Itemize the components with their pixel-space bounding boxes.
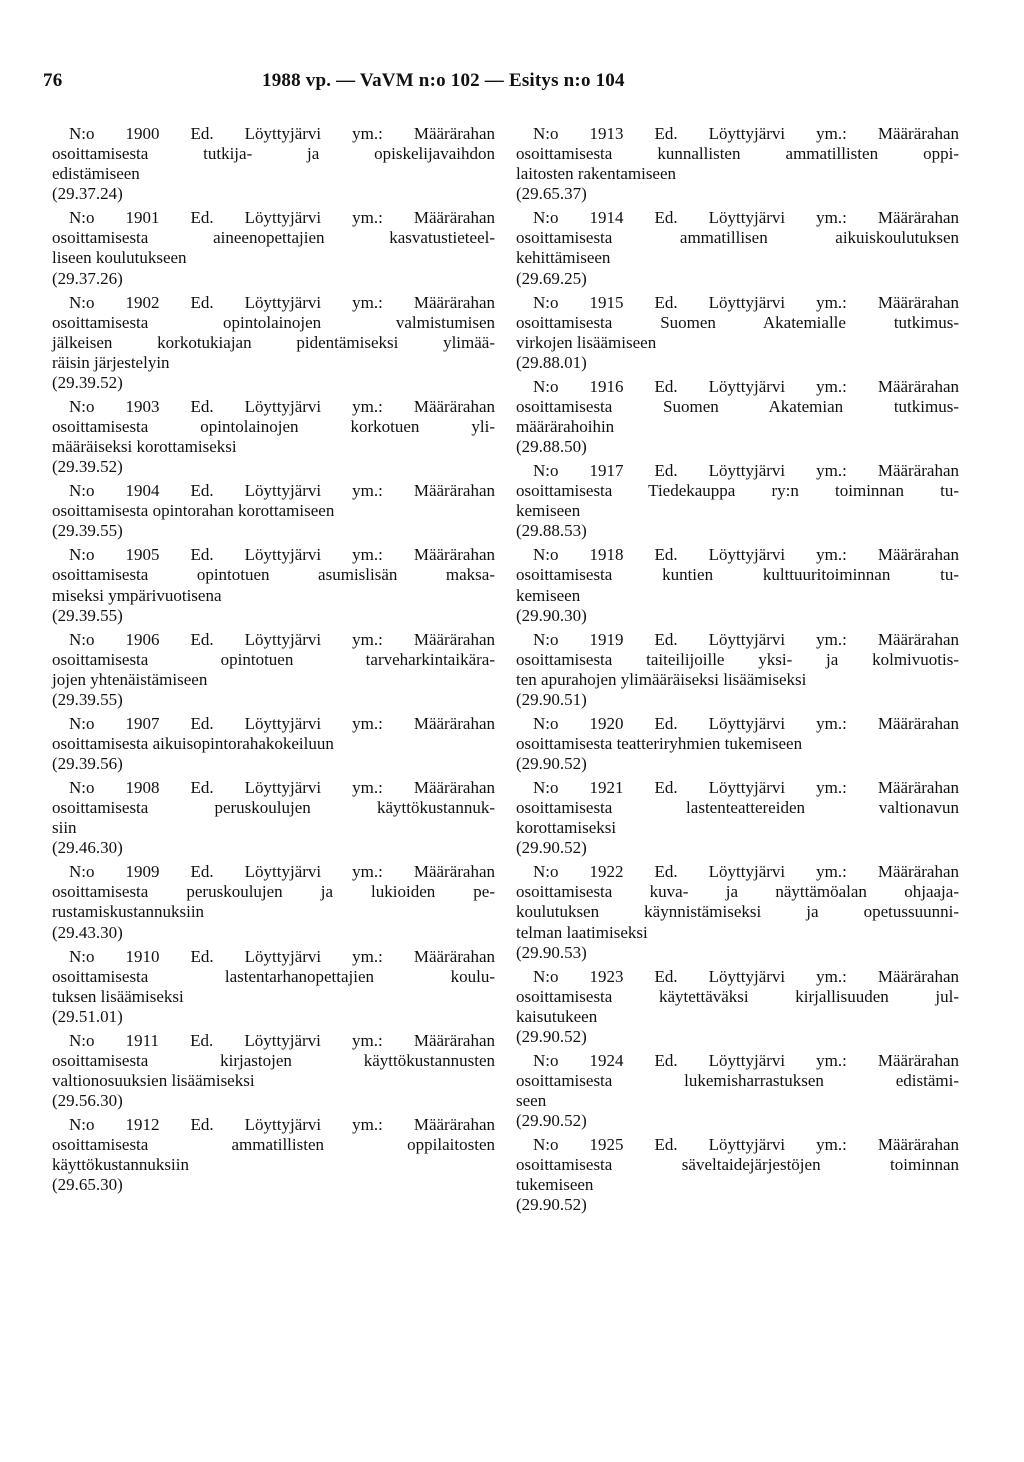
- motion-heading-line: N:o 1917 Ed. Löyttyjärvi ym.: Määrärahan: [533, 461, 959, 481]
- motion-text-line: siin: [52, 818, 77, 838]
- motion-text-line: kaisutukeen: [516, 1006, 598, 1026]
- motion-heading-line: N:o 1910 Ed. Löyttyjärvi ym.: Määrärahan: [69, 946, 495, 966]
- budget-reference: (29.37.26): [52, 268, 123, 288]
- motion-text-line: kehittämiseen: [516, 248, 611, 268]
- budget-reference: (29.69.25): [516, 268, 587, 288]
- right-column: [516, 124, 959, 1219]
- motion-heading-line: N:o 1923 Ed. Löyttyjärvi ym.: Määrärahan: [533, 966, 959, 986]
- motion-heading-line: N:o 1903 Ed. Löyttyjärvi ym.: Määrärahan: [69, 396, 495, 416]
- motion-text-line: osoittamisesta opintotuen asumislisän maksa-: [52, 565, 495, 585]
- motion-entry: [52, 630, 495, 710]
- motion-heading-line: N:o 1918 Ed. Löyttyjärvi ym.: Määrärahan: [533, 545, 959, 565]
- motion-heading-line: N:o 1925 Ed. Löyttyjärvi ym.: Määrärahan: [533, 1135, 959, 1155]
- motion-text-line: määräiseksi korottamiseksi: [52, 437, 237, 457]
- motion-entry: [52, 947, 495, 1027]
- budget-reference: (29.56.30): [52, 1091, 123, 1111]
- budget-reference: (29.43.30): [52, 922, 123, 942]
- motion-entry: [52, 397, 495, 477]
- budget-reference: (29.65.30): [52, 1175, 123, 1195]
- motion-text-line: räisin järjestelyin: [52, 352, 170, 372]
- motion-text-line: osoittamisesta Suomen Akatemian tutkimus-: [516, 396, 959, 416]
- motion-heading-line: N:o 1919 Ed. Löyttyjärvi ym.: Määrärahan: [533, 629, 959, 649]
- motion-heading-line: N:o 1921 Ed. Löyttyjärvi ym.: Määrärahan: [533, 778, 959, 798]
- motion-text-line: jojen yhtenäistämiseen: [52, 669, 208, 689]
- motion-text-line: virkojen lisäämiseen: [516, 332, 657, 352]
- motion-entry: [516, 630, 959, 710]
- motion-entry: [516, 124, 959, 204]
- page-number: 76: [43, 70, 63, 91]
- motion-entry: [52, 862, 495, 942]
- motion-entry: [516, 377, 959, 457]
- budget-reference: (29.37.24): [52, 184, 123, 204]
- motion-text-line: osoittamisesta opintolainojen valmistumisen: [52, 312, 495, 332]
- motion-text-line: kemiseen: [516, 501, 581, 521]
- motion-entry: [516, 208, 959, 288]
- motion-text-line: miseksi ympärivuotisena: [52, 585, 222, 605]
- motion-entry: [516, 545, 959, 625]
- left-column: [52, 124, 495, 1199]
- budget-reference: (29.51.01): [52, 1006, 123, 1026]
- motion-entry: [52, 124, 495, 204]
- motion-entry: [516, 461, 959, 541]
- motion-text-line: rustamiskustannuksiin: [52, 902, 205, 922]
- motion-text-line: osoittamisesta Tiedekauppa ry:n toiminnan tu-: [516, 481, 959, 501]
- motion-heading-line: N:o 1904 Ed. Löyttyjärvi ym.: Määrärahan: [69, 481, 495, 501]
- motion-text-line: osoittamisesta kirjastojen käyttökustannusten: [52, 1050, 495, 1070]
- budget-reference: (29.90.52): [516, 1026, 587, 1046]
- motion-heading-line: N:o 1922 Ed. Löyttyjärvi ym.: Määrärahan: [533, 862, 959, 882]
- motion-text-line: osoittamisesta opintorahan korottamiseen: [52, 501, 335, 521]
- motion-text-line: osoittamisesta tutkija- ja opiskelijavaihdon: [52, 144, 495, 164]
- motion-text-line: osoittamisesta säveltaidejärjestöjen toiminnan: [516, 1155, 959, 1175]
- motion-text-line: osoittamisesta aikuisopintorahakokeiluun: [52, 733, 334, 753]
- motion-text-line: telman laatimiseksi: [516, 922, 648, 942]
- motion-entry: [516, 714, 959, 774]
- motion-entry: [52, 481, 495, 541]
- motion-entry: [516, 293, 959, 373]
- budget-reference: (29.46.30): [52, 838, 123, 858]
- budget-reference: (29.65.37): [516, 184, 587, 204]
- motion-text-line: korottamiseksi: [516, 818, 617, 838]
- motion-text-line: osoittamisesta käytettäväksi kirjallisuuden jul-: [516, 986, 959, 1006]
- motion-text-line: osoittamisesta opintotuen tarveharkintaikära-: [52, 649, 495, 669]
- budget-reference: (29.39.55): [52, 689, 123, 709]
- motion-heading-line: N:o 1914 Ed. Löyttyjärvi ym.: Määrärahan: [533, 208, 959, 228]
- motion-heading-line: N:o 1908 Ed. Löyttyjärvi ym.: Määrärahan: [69, 778, 495, 798]
- motion-text-line: valtionosuuksien lisäämiseksi: [52, 1071, 255, 1091]
- budget-reference: (29.39.55): [52, 521, 123, 541]
- budget-reference: (29.39.55): [52, 605, 123, 625]
- motion-text-line: osoittamisesta aineenopettajien kasvatustieteel-: [52, 228, 495, 248]
- motion-heading-line: N:o 1902 Ed. Löyttyjärvi ym.: Määrärahan: [69, 292, 495, 312]
- motion-text-line: tuksen lisäämiseksi: [52, 986, 184, 1006]
- motion-entry: [516, 1051, 959, 1131]
- motion-entry: [516, 778, 959, 858]
- motion-heading-line: N:o 1907 Ed. Löyttyjärvi ym.: Määrärahan: [69, 713, 495, 733]
- motion-text-line: osoittamisesta opintolainojen korkotuen yli-: [52, 416, 495, 436]
- motion-entry: [52, 778, 495, 858]
- motion-text-line: tukemiseen: [516, 1175, 594, 1195]
- motion-text-line: osoittamisesta lukemisharrastuksen edistämi-: [516, 1071, 959, 1091]
- budget-reference: (29.90.52): [516, 754, 587, 774]
- motion-text-line: osoittamisesta kuntien kulttuuritoiminnan tu-: [516, 565, 959, 585]
- motion-text-line: osoittamisesta Suomen Akatemialle tutkimus-: [516, 312, 959, 332]
- motion-text-line: ten apurahojen ylimääräiseksi lisäämiseksi: [516, 669, 807, 689]
- budget-reference: (29.88.53): [516, 521, 587, 541]
- motion-heading-line: N:o 1924 Ed. Löyttyjärvi ym.: Määrärahan: [533, 1050, 959, 1070]
- motion-text-line: edistämiseen: [52, 164, 140, 184]
- budget-reference: (29.88.01): [516, 352, 587, 372]
- motion-entry: [52, 714, 495, 774]
- motion-text-line: osoittamisesta peruskoulujen ja lukioiden pe-: [52, 882, 495, 902]
- motion-text-line: kemiseen: [516, 585, 581, 605]
- motion-text-line: osoittamisesta peruskoulujen käyttökustannuk-: [52, 798, 495, 818]
- motion-text-line: osoittamisesta kuva- ja näyttämöalan ohjaaja-: [516, 882, 959, 902]
- motion-entry: [52, 208, 495, 288]
- motion-heading-line: N:o 1909 Ed. Löyttyjärvi ym.: Määrärahan: [69, 862, 495, 882]
- motion-heading-line: N:o 1900 Ed. Löyttyjärvi ym.: Määrärahan: [69, 124, 495, 143]
- budget-reference: (29.39.56): [52, 754, 123, 774]
- budget-reference: (29.88.50): [516, 437, 587, 457]
- motion-text-line: koulutuksen käynnistämiseksi ja opetussuunni-: [516, 902, 959, 922]
- motion-entry: [516, 862, 959, 962]
- motion-entry: [52, 1115, 495, 1195]
- page-header: [43, 70, 1003, 96]
- motion-entry: [52, 545, 495, 625]
- budget-reference: (29.90.52): [516, 1195, 587, 1215]
- budget-reference: (29.90.51): [516, 689, 587, 709]
- motion-text-line: seen: [516, 1091, 547, 1111]
- motion-text-line: määrärahoihin: [516, 416, 615, 436]
- motion-text-line: osoittamisesta kunnallisten ammatillisten oppi-: [516, 144, 959, 164]
- budget-reference: (29.90.53): [516, 942, 587, 962]
- motion-heading-line: N:o 1920 Ed. Löyttyjärvi ym.: Määrärahan: [533, 713, 959, 733]
- motion-text-line: laitosten rakentamiseen: [516, 164, 677, 184]
- motion-heading-line: N:o 1901 Ed. Löyttyjärvi ym.: Määrärahan: [69, 208, 495, 228]
- motion-text-line: osoittamisesta ammatillisen aikuiskoulutuksen: [516, 228, 959, 248]
- running-title: 1988 vp. — VaVM n:o 102 — Esitys n:o 104: [262, 70, 625, 91]
- motion-entry: [52, 1031, 495, 1111]
- motion-text-line: osoittamisesta taiteilijoille yksi- ja kolmivuotis-: [516, 649, 959, 669]
- motion-entry: [52, 293, 495, 393]
- motion-heading-line: N:o 1916 Ed. Löyttyjärvi ym.: Määrärahan: [533, 376, 959, 396]
- motion-text-line: osoittamisesta lastenteattereiden valtionavun: [516, 798, 959, 818]
- motion-heading-line: N:o 1912 Ed. Löyttyjärvi ym.: Määrärahan: [69, 1115, 495, 1135]
- motion-text-line: osoittamisesta lastentarhanopettajien koulu-: [52, 966, 495, 986]
- motion-text-line: liseen koulutukseen: [52, 248, 187, 268]
- motion-heading-line: N:o 1906 Ed. Löyttyjärvi ym.: Määrärahan: [69, 629, 495, 649]
- budget-reference: (29.39.52): [52, 457, 123, 477]
- budget-reference: (29.90.52): [516, 838, 587, 858]
- motion-entry: [516, 967, 959, 1047]
- motion-heading-line: N:o 1913 Ed. Löyttyjärvi ym.: Määrärahan: [533, 124, 959, 143]
- motion-heading-line: N:o 1915 Ed. Löyttyjärvi ym.: Määrärahan: [533, 292, 959, 312]
- motion-heading-line: N:o 1911 Ed. Löyttyjärvi ym.: Määrärahan: [69, 1030, 495, 1050]
- budget-reference: (29.90.52): [516, 1111, 587, 1131]
- budget-reference: (29.39.52): [52, 372, 123, 392]
- motion-entry: [516, 1135, 959, 1215]
- motion-text-line: jälkeisen korkotukiajan pidentämiseksi ylimää-: [52, 332, 495, 352]
- motion-text-line: osoittamisesta ammatillisten oppilaitosten: [52, 1135, 495, 1155]
- motion-text-line: käyttökustannuksiin: [52, 1155, 189, 1175]
- motion-heading-line: N:o 1905 Ed. Löyttyjärvi ym.: Määrärahan: [69, 545, 495, 565]
- budget-reference: (29.90.30): [516, 605, 587, 625]
- motion-text-line: osoittamisesta teatteriryhmien tukemiseen: [516, 733, 803, 753]
